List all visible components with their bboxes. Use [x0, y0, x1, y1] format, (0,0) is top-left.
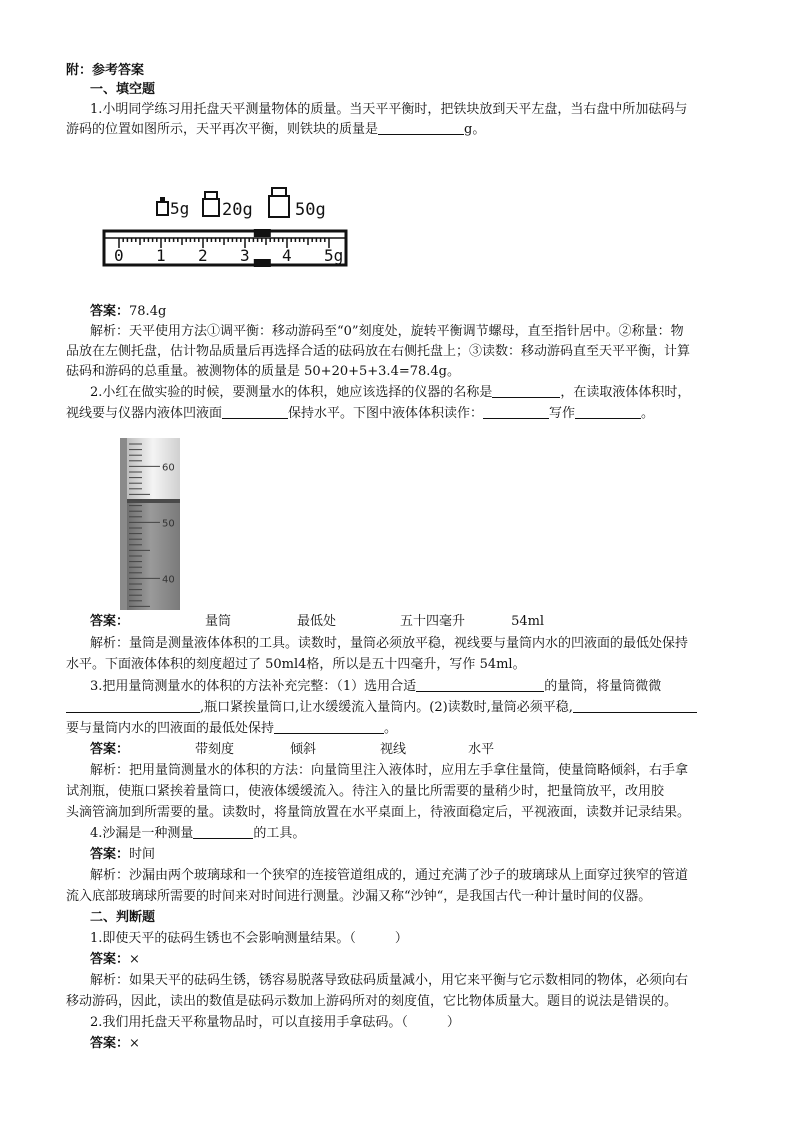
q1-answer: 答案：78.4g: [90, 304, 167, 319]
balance-rider-figure: [100, 182, 354, 274]
page-title: 附：参考答案: [66, 63, 145, 78]
j2-text: 2.我们用托盘天平称量物品时，可以直接用手拿砝码。（ ）: [90, 1015, 460, 1030]
q2-analysis-2: 水平。下面液体体积的刻度超过了 50ml4格，所以是五十四毫升，写作 54ml。: [66, 657, 526, 672]
j2-answer: 答案：×: [90, 1036, 140, 1051]
q1-text-b: 游码的位置如图所示，天平再次平衡，则铁块的质量是 g。: [66, 122, 486, 137]
cylinder-mark-label: 50: [162, 518, 175, 530]
q3-text-c: 要与量筒内水的凹液面的最低处保持 。: [66, 721, 398, 736]
q3-analysis-3: 头滴管滴加到所需要的量。读数时，将量筒放置在水平桌面上，待液面稳定后，平视液面，读数并记录结果。: [66, 805, 691, 820]
j1-answer: 答案：×: [90, 952, 140, 967]
q3-text-b: ,瓶口紧挨量筒口,让水缓缓流入量筒内。(2)读数时,量筒必须平稳,: [66, 698, 746, 718]
q2-text-b: 视线要与仪器内液体凹液面 保持水平。下图中液体体积读作： 写作 。: [66, 406, 655, 421]
q1-text-a: 1.小明同学练习用托盘天平测量物体的质量。当天平平衡时，把铁块放到天平左盘，当右盘中所加砝码与: [90, 102, 688, 117]
q3-answer: 答案： 带刻度 倾斜 视线 水平: [90, 742, 495, 757]
q2-answer: 答案： 量筒 最低处 五十四毫升 54ml: [90, 614, 545, 629]
rider-bottom: [254, 259, 271, 267]
beam-tick-label: 2: [198, 246, 208, 265]
section-title-fill: 一、填空题: [90, 82, 156, 97]
q4-text: 4.沙漏是一种测量 的工具。: [90, 826, 306, 841]
j1-analysis-1: 解析：如果天平的砝码生锈，锈容易脱落导致砝码质量减小，用它来平衡与它示数相同的物体，必须向右: [90, 973, 689, 988]
beam-tick-label: 3: [240, 246, 250, 265]
weight-5g-label: 5g: [170, 199, 190, 218]
cylinder-mark-label: 60: [162, 462, 175, 474]
beam-tick-label: 0: [114, 246, 124, 265]
q1-analysis-3: 砝码和游码的总重量。被测物体的质量是 50+20+5+3.4=78.4g。: [66, 364, 460, 379]
q3-analysis-2: 试剂瓶，使瓶口紧挨着量筒口，使液体缓缓流入。待注入的量比所需要的量稍少时，把量筒放平，改用胶: [66, 784, 665, 799]
graduated-cylinder-figure: [120, 438, 186, 610]
q1-analysis-1: 解析：天平使用方法①调平衡：移动游码至“0”刻度处，旋转平衡调节螺母，直至指针居中。②称量：物: [90, 324, 684, 339]
rider-top: [254, 229, 271, 237]
q4-answer: 答案：时间: [90, 847, 156, 862]
q2-analysis-1: 解析：量筒是测量液体体积的工具。读数时，量筒必须放平稳，视线要与量筒内水的凹液面的最低处保持: [90, 636, 689, 651]
cylinder-mark-label: 40: [162, 574, 175, 586]
weight-50g-label: 50g: [295, 200, 326, 220]
beam-tick-label: 1: [156, 246, 166, 265]
j1-analysis-2: 移动游码，因此，读出的数值是砝码示数加上游码所对的刻度值，它比物体质量大。题目的说法是错误的。: [66, 994, 678, 1009]
q1-analysis-2: 品放在左侧托盘，估计物品质量后再选择合适的砝码放在右侧托盘上；③读数：移动游码直至天平平衡，计算: [66, 344, 691, 359]
beam-tick-label: 5g: [324, 246, 344, 265]
q3-text-a: 3.把用量筒测量水的体积的方法补充完整：（1）选用合适 的量筒，将量筒微微: [90, 679, 662, 694]
q2-text-a: 2.小红在做实验的时候，要测量水的体积，她应该选择的仪器的名称是 ，在读取液体体积时，: [90, 385, 691, 400]
beam-tick-label: 4: [282, 246, 292, 265]
q4-analysis-1: 解析：沙漏由两个玻璃球和一个狭窄的连接管道组成的，通过充满了沙子的玻璃球从上面穿过狭窄的管道: [90, 868, 689, 883]
q3-analysis-1: 解析：把用量筒测量水的体积的方法：向量筒里注入液体时，应用左手拿住量筒，使量筒略倾斜，右手拿: [90, 763, 689, 778]
j1-text: 1.即使天平的砝码生锈也不会影响测量结果。（ ）: [90, 931, 408, 946]
q1-blank: [378, 120, 464, 135]
weight-20g-label: 20g: [222, 200, 253, 220]
section-title-judge: 二、判断题: [90, 910, 156, 925]
q4-analysis-2: 流入底部玻璃球所需要的时间来对时间进行测量。沙漏又称“沙钟“，是我国古代一种计量时间的仪器。: [66, 889, 652, 904]
